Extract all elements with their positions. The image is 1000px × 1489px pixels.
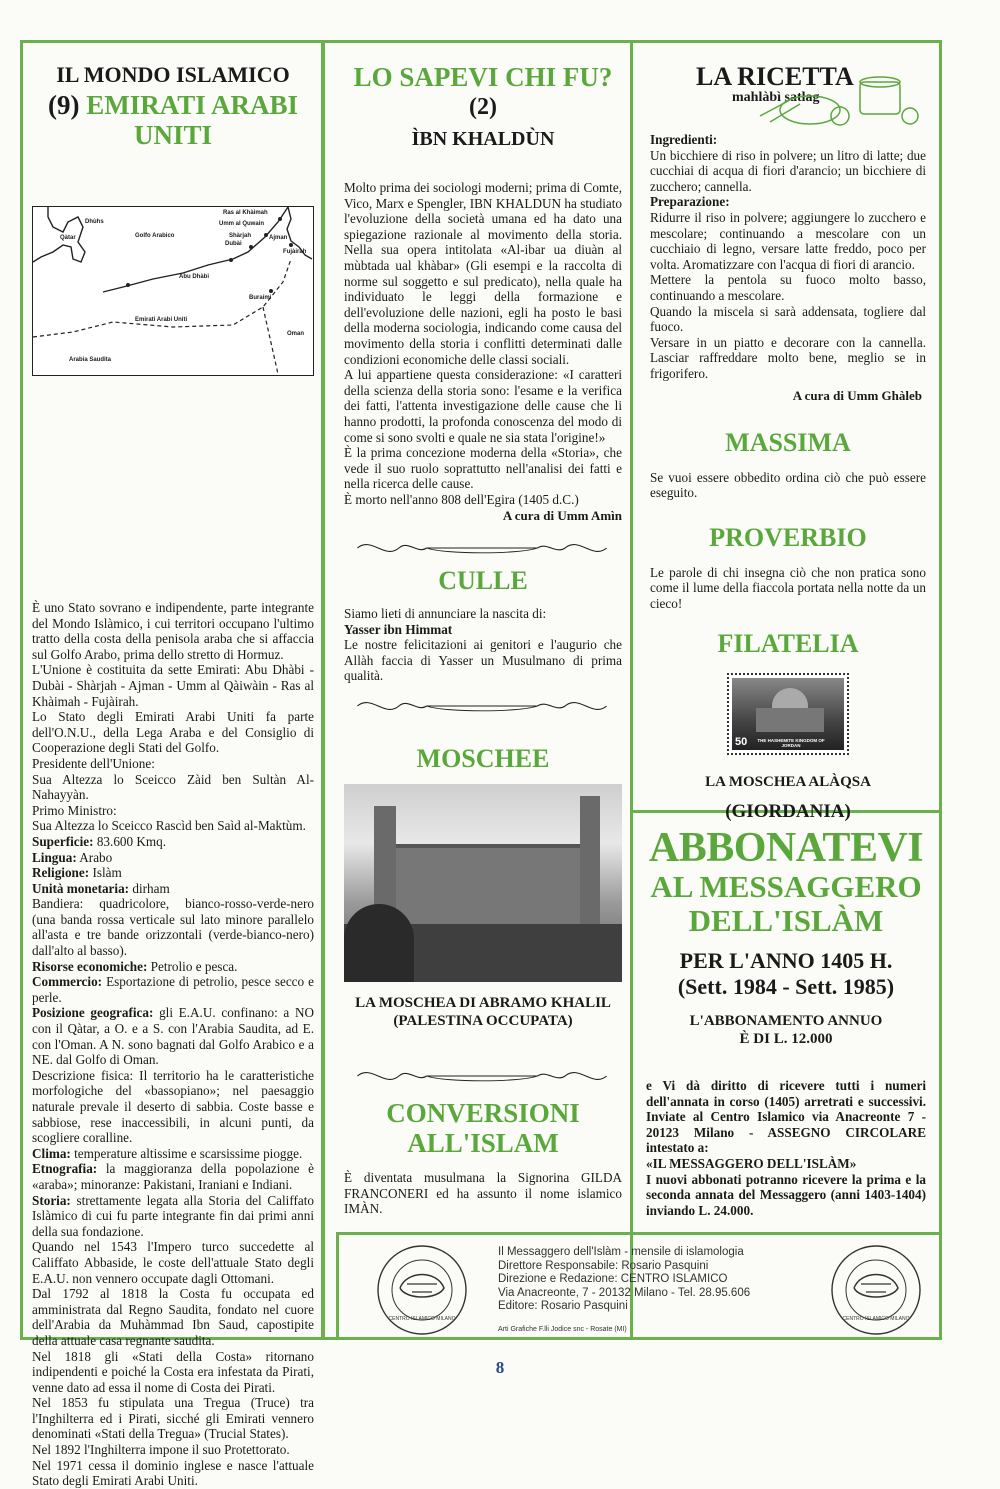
col2-paragraph: È la prima concezione moderna della «Storia», che vede il suo ruolo soprattutto nell'analisi dei fatti e nella ricerca delle cause. [344, 445, 622, 492]
seal-left-icon [372, 1240, 472, 1340]
col1-paragraph: È uno Stato sovrano e indipendente, parte integrante del Mondo Islàmico, i cui territori occupano l'ultimo tratto della costa della penisola araba che si affaccia sul Golfo Arabo, prima dello stretto di Hormuz. [32, 600, 314, 662]
col1-paragraph: Posizione geografica: gli E.A.U. confinano: a NO con il Qàtar, a O. e a S. con l'Arabia Saudita, ad E. con l'Oman. A N. sono bagnati dal Golfo Arabico e a NE. dal Golfo di Oman. [32, 1005, 314, 1068]
col1-body [32, 600, 314, 1489]
col1-paragraph: Dal 1792 al 1818 la Costa fu occupata ed amministrata dal Regno Saudita, fondato nel cuore dell'Arabia da Muhàmmad Ibn Saud, capostipite della attuale casa regnante saudita. [32, 1286, 314, 1348]
map-label-umm: Umm al Quwain [219, 221, 265, 227]
stamp-value: 50 [735, 736, 748, 749]
map-label-saudi: Arabia Saudita [69, 357, 112, 363]
col1-paragraph: Sua Altezza lo Sceicco Rascìd ben Saìd al-Maktùm. [32, 818, 306, 834]
subscribe-line4: PER L'ANNO 1405 H. [679, 948, 893, 973]
col1-paragraph: Bandiera: quadricolore, bianco-rosso-verde-nero (una banda rossa verticale sul lato minore parallelo all'asta e tre bande orizzontali (verde-bianco-nero) dall'alto al basso). [32, 896, 314, 959]
moschee-title: MOSCHEE [416, 744, 550, 773]
preparazione-paragraph: Quando la miscela si sarà addensata, togliere dal fuoco. [650, 303, 926, 335]
col2-paragraph: Molto prima dei sociologi moderni; prima di Comte, Vico, Marx e Spengler, IBN KHALDUN ha studiato l'evoluzione della società umana ed ha dato una spiegazione razionale al movimento della storia. Nella sua opera intitolata «Al-ibar ua diuàn al mùbtada ual khàbar» (Gli esempi e la raccolta di norme sul soggetto e sul predicato), nella quale ha individuato le leggi della formazione e dell'evoluzione delle nazioni, egli ha posto le basi della moderna sociologia, indicando come causa del movimento della storia i conflitti determinati dalle condizioni economiche delle classi sociali. [344, 180, 622, 367]
ricetta-signature: A cura di Umm Ghàleb [792, 387, 922, 403]
stamp-caption-1: LA MOSCHEA ALÀQSA [705, 774, 871, 791]
seal-left-text: CENTRO ISLAMICO MILANO [388, 1316, 456, 1322]
col1-title-country: EMIRATI ARABI UNITI [86, 90, 298, 150]
ricetta-header [650, 60, 926, 126]
col1-title-line1: IL MONDO ISLAMICO [56, 62, 290, 87]
map-label-uae: Emirati Arabi Uniti [135, 317, 188, 323]
subscribe-details [640, 1078, 932, 1218]
map-label-ras: Ras al Khàimah [223, 210, 268, 216]
subscribe-line2: AL MESSAGGERO [650, 869, 922, 904]
col1-paragraph: Storia: strettamente legata alla Storia del Califfato Islàmico di cui fu parte integrante fin dai primi anni della sua fondazione. [32, 1192, 314, 1239]
col2-paragraph: È morto nell'anno 808 dell'Egira (1405 d.C.) [344, 491, 579, 507]
culle-text: Le nostre felicitazioni ai genitori e l'augurio che Allàh faccia di Yasser un Musulmano di prima qualità. [344, 637, 622, 684]
map-label-qatar: Qàtar [60, 235, 76, 241]
col1-title-line2 [32, 90, 314, 150]
conv-title-line1: CONVERSIONI [386, 1098, 580, 1128]
ornament-divider [342, 536, 622, 560]
culle-intro: Siamo lieti di annunciare la nascita di: [344, 606, 547, 621]
subscribe-line5: (Sett. 1984 - Sett. 1985) [677, 974, 895, 999]
mosque-building [384, 844, 584, 924]
column-3 [650, 60, 926, 823]
seal-right-text: CENTRO ISLAMICO MILANO [842, 1316, 910, 1322]
map-label-fujairah: Fujàirah [283, 249, 307, 255]
column-1 [32, 62, 314, 1489]
massima-title: MASSIMA [725, 427, 851, 457]
stamp-caption-2: (GIORDANIA) [725, 801, 851, 823]
ornament-divider [342, 694, 622, 718]
col1-paragraph: Unità monetaria: dirham [32, 880, 170, 896]
col1-paragraph: Presidente dell'Unione: [32, 755, 155, 771]
ricetta-title: LA RICETTA [696, 62, 854, 91]
ricetta-subtitle: mahlàbì satlag [732, 90, 820, 105]
map-label-dhuhs: Dhùhs [85, 219, 104, 225]
conv-text: È diventata musulmana la Signorina GILDA FRANCONERI ed ha assunto il nome islamico IMÀN. [344, 1170, 622, 1217]
proverbio-title: PROVERBIO [709, 522, 867, 552]
culle-title: CULLE [438, 566, 528, 595]
moschee-section [344, 744, 622, 1030]
mosque-minaret [580, 796, 600, 924]
col1-paragraph: Primo Ministro: [32, 802, 117, 818]
subscribe-line7: È DI L. 12.000 [739, 1031, 833, 1047]
uae-map [32, 206, 314, 376]
footer-info [498, 1246, 818, 1314]
subscribe-line1: ABBONATEVI [648, 825, 924, 871]
map-label-golfo: Golfo Arabico [135, 233, 175, 239]
col1-paragraph: Quando nel 1543 l'Impero turco succedette al Califfato Abbaside, le coste dell'attuale Stato degli E.A.U. non vennero occupate dagli Ottomani. [32, 1239, 314, 1286]
col1-paragraph: L'Unione è costituita da sette Emirati: Abu Dhàbi - Dubài - Shàrjah - Ajman - Umm al Qàiwàin - Ras al Khàimah - Fujàirah. [32, 662, 314, 709]
map-label-buraimi: Buraimi [249, 295, 272, 301]
col1-paragraph: Lo Stato degli Emirati Arabi Uniti fa parte dell'O.N.U., della Lega Araba e del Consiglio di Cooperazione degli Stati del Golfo. [32, 709, 314, 756]
col1-paragraph: Etnografia: la maggioranza della popolazione è «araba»; minoranze: Pakistani, Iraniani e Indiani. [32, 1161, 314, 1192]
subscribe-text2: I nuovi abbonati potranno ricevere la prima e la seconda annata del Messaggero (anni 1403-1404) inviando L. 24.000. [646, 1171, 926, 1218]
subscribe-line6: L'ABBONAMENTO ANNUO [689, 1013, 883, 1029]
massima-text: Se vuoi essere obbedito ordina ciò che può essere eseguito. [650, 469, 926, 501]
ornament-divider [342, 1064, 622, 1088]
culle-section [344, 566, 622, 684]
col1-paragraph: Sua Altezza lo Sceicco Zàid ben Sultàn Al-Nahayyàn. [32, 771, 314, 803]
ingredienti-label: Ingredienti: [650, 132, 718, 147]
preparazione-label: Preparazione: [650, 194, 730, 210]
printer-credit: Arti Grafiche F.lli Jodice snc - Rosate (MI) [498, 1326, 627, 1333]
seal-right-icon [826, 1240, 926, 1340]
proverbio-text: Le parole di chi insegna ciò che non pratica sono come il lume della fiaccola portata nella notte da un cieco! [650, 564, 926, 611]
col2-title: LO SAPEVI CHI FU? [353, 62, 613, 92]
col1-paragraph: Nel 1818 gli «Stati della Costa» ritornano indipendenti e poiché la Costa era infestata da Pirati, venne dato ad essa il nome di Costa dei Pirati. [32, 1348, 314, 1395]
culle-name: Yasser ibn Himmat [344, 621, 453, 637]
col1-paragraph: Religione: Islàm [32, 865, 122, 881]
stamp-image [732, 678, 844, 750]
stamp-text: THE HASHEMITE KINGDOM OF JORDAN [757, 738, 825, 749]
footer-line: Direzione e Redazione: CENTRO ISLAMICO [498, 1273, 728, 1285]
filatelia-title: FILATELIA [717, 629, 859, 659]
mosque-photo [344, 784, 622, 982]
col1-paragraph: Nel 1971 cessa il dominio inglese e nasce l'attuale Stato degli Emirati Arabi Uniti. [32, 1457, 314, 1489]
page-number: 8 [495, 1358, 505, 1377]
col1-title-number: (9) [47, 90, 80, 120]
stamp-building [756, 708, 824, 732]
col1-paragraph: Nel 1892 l'Inghilterra impone il suo Protettorato. [32, 1442, 290, 1458]
subscribe-text: e Vi dà diritto di ricevere tutti i numeri dell'annata in corso (1405) arretrati e successivi. Inviate al Centro Islamico via Anacreonte 7 - 20123 Milano - ASSEGNO CIRCOLARE intestato a: [646, 1078, 926, 1156]
kitchen-illustration-icon [750, 70, 926, 128]
col1-paragraph: Risorse economiche: Petrolio e pesca. [32, 958, 238, 974]
col2-paragraph: A lui appartiene questa considerazione: «I caratteri della scienza della storia sono: l'esame e la verifica dei fatti, l'attenta investigazione delle cause che li hanno prodotti, la profonda conoscenza del modo di come si sono svolti e quale ne sia stata l'origine!» [344, 367, 622, 445]
culle-body [344, 606, 622, 684]
moschee-caption: LA MOSCHEA DI ABRAMO KHALIL (PALESTINA OCCUPATA) [355, 995, 611, 1029]
col1-paragraph: Superficie: 83.600 Kmq. [32, 833, 167, 849]
stamp-dome [772, 688, 808, 710]
ingredienti-text: Un bicchiere di riso in polvere; un litro di latte; due cucchiai di acqua di fiori d'arancio; un bicchiere di zucchero; cannella. [650, 147, 926, 194]
col1-paragraph: Lingua: Arabo [32, 849, 113, 865]
ricetta-body [650, 132, 926, 382]
preparazione-paragraph: Versare in un piatto e decorare con la cannella. Lasciar raffreddare molto bene, meglio se in frigorifero. [650, 334, 926, 381]
conv-title-line2: ALL'ISLAM [407, 1128, 559, 1158]
map-label-sharjah: Shàrjah [229, 233, 252, 239]
subscribe-section [640, 826, 932, 1218]
mosque-trees [344, 904, 414, 982]
col1-paragraph: Descrizione fisica: Il territorio ha le caratteristiche morfologiche del «bassopiano»; nel paesaggio naturale prevale il deserto di sabbia. Coste basse e sabbiose, rese inaccessibili, in alcuni punti, da scogliere coralline. [32, 1067, 314, 1146]
subscribe-name: «IL MESSAGGERO DELL'ISLÀM» [646, 1155, 857, 1171]
footer-line: Il Messaggero dell'Islàm - mensile di islamologia [498, 1246, 744, 1258]
col2-subtitle: ÌBN KHALDÙN [411, 128, 555, 150]
preparazione-paragraph: Ridurre il riso in polvere; aggiungere lo zucchero e mescolare; continuando a mescolare con un cucchiaio di legno, versare latte freddo, poco per volta. Aromatizzare con l'acqua di fiori di arancio. [650, 209, 926, 272]
map-label-oman: Oman [287, 331, 305, 337]
column-2 [344, 62, 622, 524]
col2-body [344, 180, 622, 507]
map-label-ajman: Ajman [269, 235, 288, 241]
stamp [727, 673, 849, 755]
col1-paragraph: Clima: temperature altissime e scarsissime piogge. [32, 1145, 303, 1161]
map-label-dubai: Dubài [225, 241, 242, 247]
col2-number: (2) [469, 94, 497, 120]
footer-line: Direttore Responsabile: Rosario Pasquini [498, 1259, 709, 1272]
footer-line: Via Anacreonte, 7 - 20132 Milano - Tel. 28.95.606 [498, 1286, 751, 1299]
preparazione-paragraph: Mettere la pentola su fuoco molto basso, continuando a mescolare. [650, 272, 926, 303]
subscribe-line3: DELL'ISLÀM [688, 903, 884, 938]
col1-paragraph: Commercio: Esportazione di petrolio, pesce secco e perle. [32, 974, 314, 1005]
footer-line: Editore: Rosario Pasquini [498, 1300, 628, 1312]
map-label-abudhabi: Abu Dhàbi [179, 274, 209, 280]
col1-paragraph: Nel 1853 fu stipulata una Tregua (Truce) tra l'Inghilterra ed i Pirati, sicché gli Emirati vennero denominati «Stati della Tregua» (Trucial States). [32, 1395, 314, 1442]
col2-signature: A cura di Umm Amìn [502, 508, 622, 524]
conversioni-section [344, 1098, 622, 1217]
